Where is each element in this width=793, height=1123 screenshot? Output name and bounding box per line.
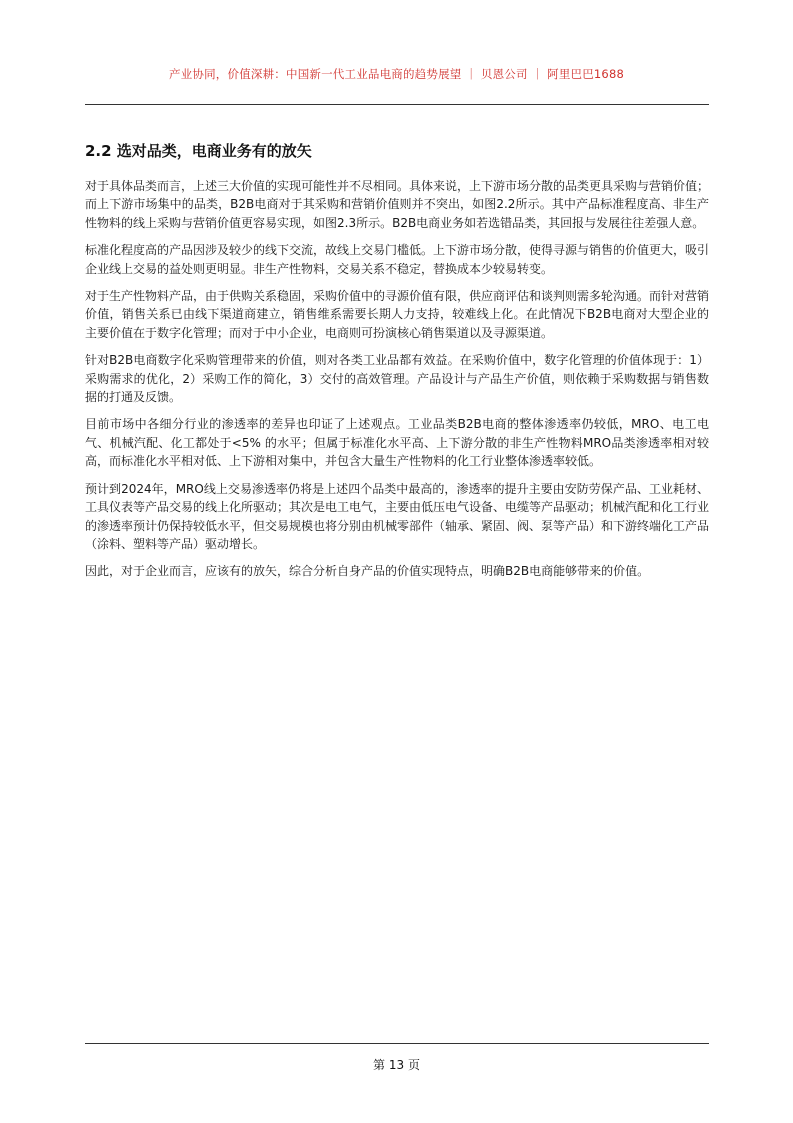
paragraph: 对于生产性物料产品，由于供购关系稳固，采购价值中的寻源价值有限，供应商评估和谈判则需多轮沟通。而针对营销价值，销售关系已由线下渠道商建立，销售维系需要长期人力支持，较难线上化。在此情况下B2B电商对大型企业的主要价值在于数字化管理；而对于中小企业，电商则可扮演核心销售渠道以及寻源渠道。 <box>85 289 710 340</box>
paragraph: 因此，对于企业而言，应该有的放矢，综合分析自身产品的价值实现特点，明确B2B电商能够带来的价值。 <box>85 564 650 579</box>
body-text <box>85 177 709 590</box>
paragraph: 目前市场中各细分行业的渗透率的差异也印证了上述观点。工业品类B2B电商的整体渗透率仍较低，MRO、电工电气、机械汽配、化工都处于<5% 的水平；但属于标准化水平高、上下游分散的非生产性物料MRO品类渗透率相对较高，而标准化水平相对低、上下游相对集中，并包含大量生产性物料的化工行业整体渗透率较低。 <box>85 417 709 469</box>
paragraph: 预计到2024年，MRO线上交易渗透率仍将是上述四个品类中最高的，渗透率的提升主要由安防劳保产品、工业耗材、工具仪表等产品交易的线上化所驱动；其次是电工电气，主要由低压电气设备、电缆等产品驱动；机械汽配和化工行业的渗透率预计仍保持较低水平，但交易规模也将分别由机械零部件（轴承、紧固、阀、泵等产品）和下游终端化工产品（涂料、塑料等产品）驱动增长。 <box>85 481 710 551</box>
section-title: 2.2 选对品类，电商业务有的放矢 <box>85 142 312 160</box>
footer-divider <box>85 1043 709 1044</box>
paragraph: 针对B2B电商数字化采购管理带来的价值，则对各类工业品都有效益。在采购价值中，数字化管理的价值体现于：1）采购需求的优化，2）采购工作的简化，3）交付的高效管理。产品设计与产品生产价值，则依赖于采购数据与销售数据的打通及反馈。 <box>85 353 709 405</box>
page-number: 第 13 页 <box>373 1058 420 1072</box>
paragraph: 对于具体品类而言，上述三大价值的实现可能性并不尽相同。具体来说，上下游市场分散的品类更具采购与营销价值；而上下游市场集中的品类，B2B电商对于其采购和营销价值则并不突出，如图2.2所示。其中产品标准程度高、非生产性物料的线上采购与营销价值更容易实现，如图2.3所示。B2B电商业务如若选错品类，其回报与发展往往差强人意。 <box>85 179 710 230</box>
header-divider <box>85 104 709 105</box>
running-header: 产业协同，价值深耕：中国新一代工业品电商的趋势展望 ｜ 贝恩公司 ｜ 阿里巴巴1688 <box>169 67 624 81</box>
paragraph: 标准化程度高的产品因涉及较少的线下交流，故线上交易门槛低。上下游市场分散，使得寻源与销售的价值更大，吸引企业线上交易的益处则更明显。非生产性物料，交易关系不稳定，替换成本少较易转变。 <box>85 243 710 276</box>
